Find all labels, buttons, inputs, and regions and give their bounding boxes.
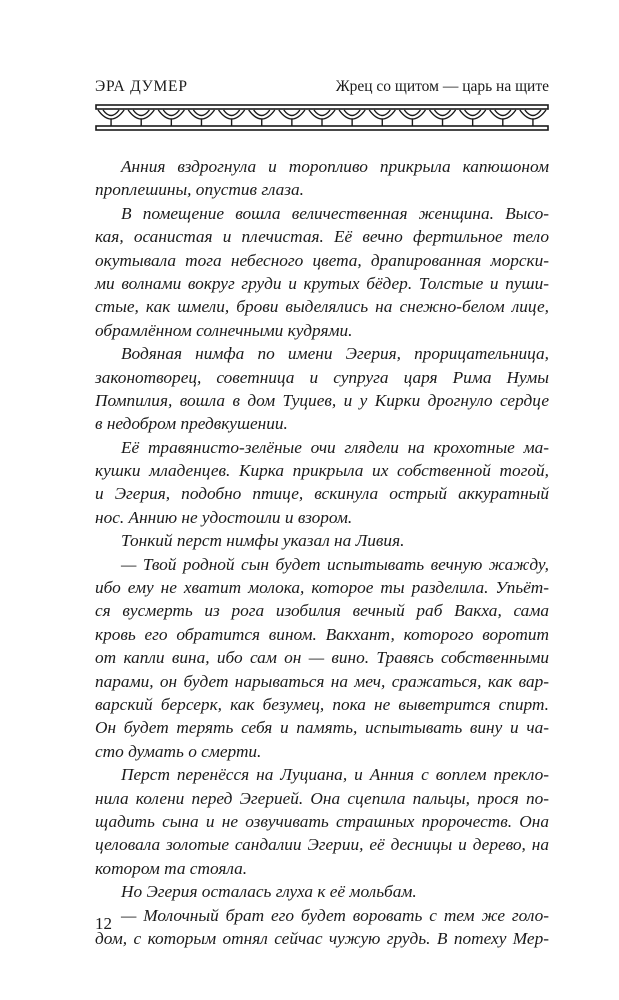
text-line: щадить сына и не озвучивать страшных пророчеств. Она xyxy=(95,811,549,831)
running-header xyxy=(95,78,549,102)
text-line: парами, он будет нарываться на меч, сражаться, как вар- xyxy=(95,671,549,691)
text-line: ми волнами вокруг груди и крутых бёдер. Толстые и пуши- xyxy=(95,273,549,293)
text-line: Анния вздрогнула и торопливо прикрыла капюшоном xyxy=(121,157,549,176)
ornament-arch-inner xyxy=(495,110,511,116)
text-line: дом, с которым отнял сейчас чужую грудь. В потеху Мер- xyxy=(95,928,549,948)
text-line: в недобром предвкушении. xyxy=(95,414,288,434)
text-line: Он будет терять себя и память, испытывать вину и ча- xyxy=(95,718,549,738)
ornament-arch xyxy=(339,110,365,119)
text-line: ибо ему не хватит молока, которое ты разделила. Упьёт- xyxy=(95,578,549,598)
text-line: сто думать о смерти. xyxy=(95,741,262,761)
ornament-arch-inner xyxy=(224,110,240,116)
text-line: Но Эгерия осталась глуха к её мольбам. xyxy=(121,882,417,902)
ornament-arch-inner xyxy=(284,110,300,116)
ornament-arch xyxy=(460,110,486,119)
text-line: ся вусмерть из рога изобилия вечный раб Вакха, сама xyxy=(95,601,549,621)
ornamental-divider xyxy=(95,104,549,134)
text-line: и Эгерия, подобно птице, вскинула острый аккуратный xyxy=(95,484,549,504)
ornament-arch xyxy=(279,110,305,119)
ornament-arch xyxy=(309,110,335,119)
text-line: от капли вина, ибо сам он — вино. Травясь собственными xyxy=(95,648,549,668)
ornament-arch xyxy=(128,110,154,119)
author-name: ЭРА ДУМЕР xyxy=(95,78,188,95)
ornament-arch-inner xyxy=(193,110,209,116)
text-line: кушки младенцев. Кирка прикрыла их собственной тогой, xyxy=(95,461,549,481)
text-line: — Твой родной сын будет испытывать вечную жажду, xyxy=(121,554,549,574)
ornament-arch-inner xyxy=(344,110,360,116)
ornament-arch xyxy=(98,110,124,119)
text-line: Перст перенёсся на Луциана, и Анния с воплем прекло- xyxy=(121,765,549,785)
ornament-arch xyxy=(520,110,546,119)
ornament-arch xyxy=(188,110,214,119)
ornament-arch-inner xyxy=(163,110,179,116)
ornament-arch xyxy=(158,110,184,119)
text-line: варский берсерк, как безумец, пока не выветрится спирт. xyxy=(95,694,549,714)
text-line: кая, осанистая и плечистая. Её вечно фертильное тело xyxy=(95,227,549,247)
ornament-arch-inner xyxy=(465,110,481,116)
text-line: Тонкий перст нимфы указал на Ливия. xyxy=(121,531,405,551)
ornament-arch-inner xyxy=(103,110,119,116)
book-title: Жрец со щитом — царь на щите xyxy=(335,78,549,95)
ornament-arch xyxy=(429,110,455,119)
text-line: кровь его обратится вином. Вакхант, которого воротит xyxy=(95,624,549,644)
ornament-arch-inner xyxy=(133,110,149,116)
text-line: котором та стояла. xyxy=(95,858,248,878)
text-line: обрамлённом солнечными кудрями. xyxy=(95,320,353,340)
ornament-arch-inner xyxy=(434,110,450,116)
text-line: Помпилия, вошла в дом Туциев, и у Кирки дрогнуло сердце xyxy=(95,390,549,410)
ornament-arch-inner xyxy=(314,110,330,116)
text-line: Её травянисто-зелёные очи глядели на крохотные ма- xyxy=(121,437,549,457)
ornament-arch xyxy=(399,110,425,119)
text-line: нос. Аннию не удостоили и взором. xyxy=(95,507,353,527)
page-number: 12 xyxy=(95,914,112,933)
text-line: целовала золотые сандалии Эгерии, её десницы и дерево, на xyxy=(95,835,549,855)
text-line: проплешины, опустив глаза. xyxy=(95,180,304,200)
ornament-arch-inner xyxy=(525,110,541,116)
ornament-arch xyxy=(369,110,395,119)
text-line: окутывала тога небесного цвета, драпированная морски- xyxy=(95,250,549,270)
ornament-arch-inner xyxy=(404,110,420,116)
text-line: В помещение вошла величественная женщина. Высо- xyxy=(121,203,549,223)
body-text xyxy=(95,155,549,950)
ornament-arch xyxy=(219,110,245,119)
ornament-arch-inner xyxy=(254,110,270,116)
text-line: нила колени перед Эгерией. Она сцепила пальцы, прося по- xyxy=(95,788,549,808)
text-line: стые, как шмели, брови выделялись на снежно-белом лице, xyxy=(95,297,549,317)
text-line: — Молочный брат его будет воровать с тем же голо- xyxy=(121,905,549,925)
ornament-arch xyxy=(490,110,516,119)
text-line: законотворец, советница и супруга царя Рима Нумы xyxy=(95,367,549,387)
text-line: Водяная нимфа по имени Эгерия, прорицательница, xyxy=(121,344,549,364)
ornament-arch xyxy=(249,110,275,119)
ornament-arch-inner xyxy=(374,110,390,116)
